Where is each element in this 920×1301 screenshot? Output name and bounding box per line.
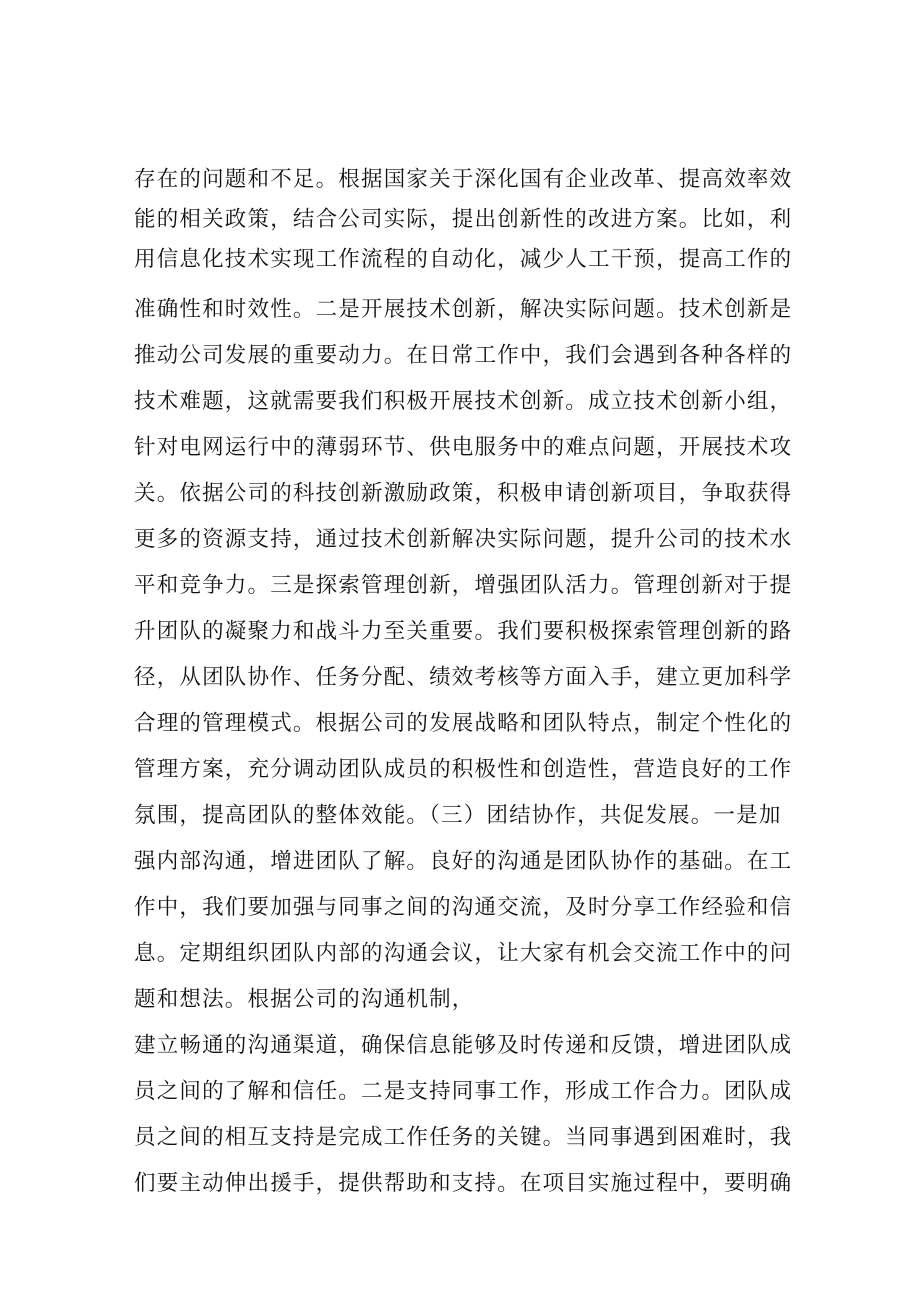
text-line: 强内部沟通，增进团队了解。良好的沟通是团队协作的基础。在工 <box>134 849 793 874</box>
text-line: 平和竞争力。三是探索管理创新，增强团队活力。管理创新对于提 <box>134 573 793 598</box>
text-line: 存在的问题和不足。根据国家关于深化国有企业改革、提高效率效 <box>134 167 793 192</box>
text-line: 建立畅通的沟通渠道，确保信息能够及时传递和反馈，增进团队成 <box>134 1033 793 1058</box>
text-line: 径，从团队协作、任务分配、绩效考核等方面入手，建立更加科学 <box>134 665 793 690</box>
text-line: 用信息化技术实现工作流程的自动化，减少人工干预，提高工作的 <box>134 247 793 272</box>
text-line: 氛围，提高团队的整体效能。（三）团结协作，共促发展。一是加 <box>134 803 782 828</box>
text-line: 关。依据公司的科技创新激励政策，积极申请创新项目，争取获得 <box>134 481 793 506</box>
text-line: 升团队的凝聚力和战斗力至关重要。我们要积极探索管理创新的路 <box>134 619 793 644</box>
text-line: 题和想法。根据公司的沟通机制， <box>134 987 475 1012</box>
text-line: 准确性和时效性。二是开展技术创新，解决实际问题。技术创新是 <box>134 297 793 322</box>
text-line: 员之间的了解和信任。二是支持同事工作，形成工作合力。团队成 <box>134 1079 793 1104</box>
text-line: 能的相关政策，结合公司实际，提出创新性的改进方案。比如，利 <box>134 207 793 232</box>
text-line: 管理方案，充分调动团队成员的积极性和创造性，营造良好的工作 <box>134 757 793 782</box>
text-line: 合理的管理模式。根据公司的发展战略和团队特点，制定个性化的 <box>134 711 793 736</box>
text-line: 针对电网运行中的薄弱环节、供电服务中的难点问题，开展技术攻 <box>134 435 793 460</box>
text-line: 更多的资源支持，通过技术创新解决实际问题，提升公司的技术水 <box>134 527 793 552</box>
text-line: 息。定期组织团队内部的沟通会议，让大家有机会交流工作中的问 <box>134 941 793 966</box>
text-line: 推动公司发展的重要动力。在日常工作中，我们会遇到各种各样的 <box>134 343 793 368</box>
text-line: 作中，我们要加强与同事之间的沟通交流，及时分享工作经验和信 <box>134 895 793 920</box>
text-line: 员之间的相互支持是完成工作任务的关键。当同事遇到困难时，我 <box>134 1125 793 1150</box>
text-line: 们要主动伸出援手，提供帮助和支持。在项目实施过程中，要明确 <box>134 1171 793 1196</box>
text-line: 技术难题，这就需要我们积极开展技术创新。成立技术创新小组， <box>134 389 793 414</box>
